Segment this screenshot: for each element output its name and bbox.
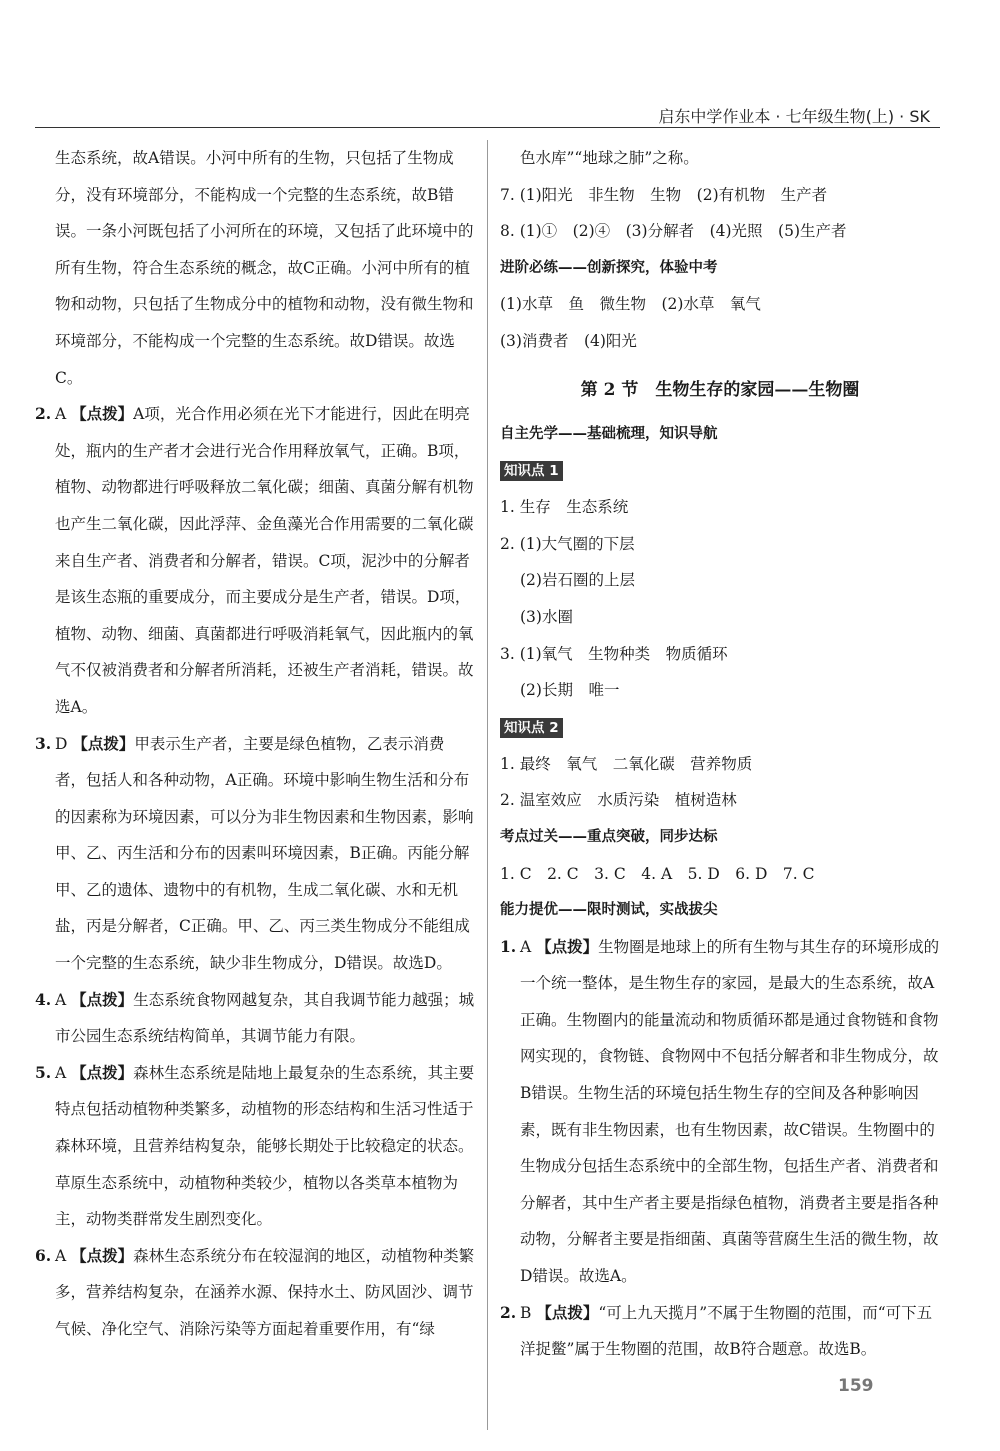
answer-6-continuation: 色水库”“地球之肺”之称。 (520, 149, 699, 167)
answer-choice: A (55, 1246, 67, 1265)
hint-text: 生态系统食物网越复杂，其自我调节能力越强；城市公园生态系统结构简单，其调节能力有限。 (55, 990, 475, 1046)
kp1-answer-2c: (3)水圈 (520, 607, 573, 626)
advanced-section-heading: 进阶必练——创新探究，体验中考 (500, 259, 718, 276)
ability-answer-1 (500, 929, 940, 1295)
answer-number: 2. (500, 1302, 517, 1322)
knowledge-point-2-badge: 知识点 2 (500, 718, 563, 738)
advanced-answer-line-1: (1)水草 鱼 微生物 (2)水草 氧气 (500, 295, 761, 314)
exam-section-heading: 考点过关——重点突破，同步达标 (500, 828, 718, 845)
answer-choice: A (520, 937, 532, 956)
page-number: 159 (838, 1376, 874, 1396)
hint-text: A项，光合作用必须在光下才能进行，因此在明亮处，瓶内的生产者才会进行光合作用释放氧气，正确。B项，植物、动物都进行呼吸释放二氧化碳；细菌、真菌分解有机物也产生二氧化碳，因此浮萍、金鱼藻光合作用需要的二氧化碳来自生产者、消费者和分解者，错误。C项，泥沙中的分解者是该生态瓶的重要成分，而主要成分是生产者，错误。D项，植物、动物、细菌、真菌都进行呼吸消耗氧气，因此瓶内的氧气不仅被消费者和分解者所消耗，还被生产者消耗，错误。故选A。 (55, 405, 474, 716)
answer-number: 6. (35, 1245, 52, 1265)
answer-7: 7. (1)阳光 非生物 生物 (2)有机物 生产者 (500, 185, 828, 204)
running-header: 启东中学作业本 · 七年级生物(上) · SK (658, 107, 930, 126)
ability-answer-2 (500, 1295, 940, 1368)
answer-1-continuation: 生态系统，故A错误。小河中所有的生物，只包括了生物成分，没有环境部分，不能构成一个完整的生态系统，故B错误。一条小河既包括了小河所在的环境，又包括了此环境中的所有生物，符合生态系统的概念，故C正确。小河中所有的植物和动物，只包括了生物成分中的植物和动物，没有微生物和环境部分，不能构成一个完整的生态系统。故D错误。故选C。 (55, 149, 474, 387)
kp1-answer-3a: 3. (1)氧气 生物种类 物质循环 (500, 644, 728, 663)
answer-number: 4. (35, 989, 52, 1009)
hint-tag: 【点拨】 (71, 1062, 134, 1082)
exam-answers: 1. C 2. C 3. C 4. A 5. D 6. D 7. C (500, 864, 815, 883)
left-column (35, 140, 475, 1348)
hint-text: “可上九天揽月”不属于生物圈的范围，而“可下五洋捉鳖”属于生物圈的范围，故B符合题意。故选B。 (520, 1303, 933, 1359)
kp2-answer-1: 1. 最终 氧气 二氧化碳 营养物质 (500, 754, 753, 773)
answer-choice: A (55, 1063, 67, 1082)
watermark-logo (820, 1388, 980, 1448)
kp1-answer-3b: (2)长期 唯一 (520, 681, 620, 700)
answer-number: 2. (35, 404, 52, 424)
ability-section-heading: 能力提优——限时测试，实战拔尖 (500, 902, 718, 919)
kp1-answer-1: 1. 生存 生态系统 (500, 498, 629, 517)
kp2-answer-2: 2. 温室效应 水质污染 植树造林 (500, 791, 737, 810)
hint-tag: 【点拨】 (71, 404, 134, 424)
hint-text: 森林生态系统分布在较湿润的地区，动植物种类繁多，营养结构复杂，在涵养水源、保持水土、防风固沙、调节气候、净化空气、消除污染等方面起着重要作用，有“绿 (55, 1246, 475, 1338)
answer-number: 3. (35, 733, 52, 753)
answer-choice: B (520, 1303, 532, 1322)
answer-choice: A (55, 990, 67, 1009)
column-divider (487, 140, 488, 1430)
answer-6 (35, 1238, 475, 1348)
answer-2 (35, 396, 475, 725)
hint-tag: 【点拨】 (536, 1302, 599, 1322)
answer-choice: A (55, 405, 67, 424)
answer-3 (35, 726, 475, 982)
hint-tag: 【点拨】 (71, 1245, 134, 1265)
hint-tag: 【点拨】 (536, 936, 599, 956)
answer-5 (35, 1055, 475, 1238)
answer-number: 1. (500, 936, 517, 956)
hint-tag: 【点拨】 (72, 733, 135, 753)
right-column (500, 140, 940, 1368)
self-study-heading: 自主先学——基础梳理，知识导航 (500, 425, 718, 442)
kp1-answer-2a: 2. (1)大气圈的下层 (500, 534, 635, 553)
answer-8: 8. (1)① (2)④ (3)分解者 (4)光照 (5)生产者 (500, 222, 847, 241)
hint-tag: 【点拨】 (71, 989, 134, 1009)
hint-text: 甲表示生产者，主要是绿色植物，乙表示消费者，包括人和各种动物，A正确。环境中影响生物生活和分布的因素称为环境因素，可以分为非生物因素和生物因素，影响甲、乙、丙生活和分布的因素叫环境因素，B正确。丙能分解甲、乙的遗体、遗物中的有机物，生成二氧化碳、水和无机盐，丙是分解者，C正确。甲、乙、丙三类生物成分不能组成一个完整的生态系统，缺少非生物成分，D错误。故选D。 (55, 734, 474, 973)
kp1-answer-2b: (2)岩石圈的上层 (520, 571, 635, 590)
answer-choice: D (55, 734, 68, 753)
section-title: 第 2 节 生物生存的家园——生物圈 (580, 379, 860, 400)
answer-4 (35, 982, 475, 1055)
advanced-answer-line-2: (3)消费者 (4)阳光 (500, 331, 637, 350)
hint-text: 森林生态系统是陆地上最复杂的生态系统，其主要特点包括动植物种类繁多，动植物的形态结构和生活习性适于森林环境，且营养结构复杂，能够长期处于比较稳定的状态。草原生态系统中，动植物种类较少，植物以各类草本植物为主，动物类群常发生剧烈变化。 (55, 1063, 475, 1229)
knowledge-point-1-badge: 知识点 1 (500, 461, 563, 481)
answer-number: 5. (35, 1062, 52, 1082)
hint-text: 生物圈是地球上的所有生物与其生存的环境形成的一个统一整体，是生物生存的家园，是最大的生态系统，故A正确。生物圈内的能量流动和物质循环都是通过食物链和食物网实现的，食物链、食物网中不包括分解者和非生物成分，故B错误。生物生活的环境包括生物生存的空间及各种影响因素，既有非生物因素，也有生物因素，故C错误。生物圈中的生物成分包括生态系统中的全部生物，包括生产者、消费者和分解者，其中生产者主要是指绿色植物，消费者主要是指各种动物，分解者主要是指细菌、真菌等营腐生生活的微生物，故D错误。故选A。 (520, 937, 940, 1286)
header-rule (35, 127, 940, 128)
